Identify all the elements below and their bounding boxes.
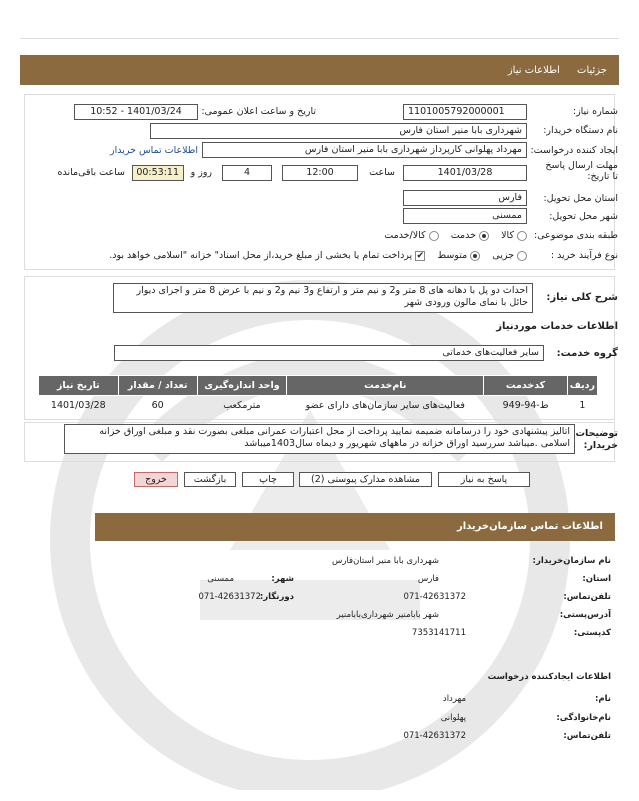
remaining-time-field[interactable]: 00:53:11 [132, 165, 184, 181]
buyer-label: نام دستگاه خریدار: [543, 125, 618, 136]
contact-header: اطلاعات تماس سازمان‌خریدار [95, 513, 615, 541]
process-label: نوع فرآیند خرید : [550, 250, 618, 261]
announce-label: تاریخ و ساعت اعلان عمومی: [201, 106, 316, 117]
address-label: آدرس‌پستی: [559, 610, 611, 620]
treasury-payment-label: پرداخت تمام یا بخشی از مبلغ خرید،از محل اسناد" خزانه "اسلامی خواهد بود. [109, 250, 413, 261]
process-partial-radio[interactable] [517, 251, 527, 261]
reply-button[interactable]: پاسخ به نیاز [438, 472, 530, 487]
service-group-label: گروه خدمت: [556, 348, 618, 359]
need-number-label: شماره نیاز: [572, 106, 618, 117]
services-title: اطلاعات خدمات موردنیاز [496, 321, 618, 332]
days-remaining-field[interactable]: 4 [222, 165, 272, 181]
process-medium-label: متوسط [437, 250, 468, 261]
days-label: روز و [190, 167, 212, 178]
page-header [20, 55, 619, 85]
contact-fax-value: 071-42631372 [198, 592, 261, 602]
buyer-contact-link[interactable]: اطلاعات تماس خریدار [109, 145, 198, 156]
process-radios [109, 250, 527, 261]
back-button[interactable]: بازگشت [184, 472, 236, 487]
deadline-date-field[interactable]: 1401/03/28 [403, 165, 527, 181]
contact-province-label: استان: [582, 574, 611, 584]
category-radios [384, 230, 527, 241]
province-label: استان محل تحویل: [543, 193, 618, 204]
table-row [39, 396, 598, 416]
deadline-time-field[interactable]: 12:00 [282, 165, 358, 181]
summary-text: احداث دو پل با دهانه های 8 متر و2 و نیم متر و ارتفاع و3 نیم و2 و نیم با عرض 8 متر و اجرای دیوار حائل با نمای مالون ورودی شهر [113, 283, 533, 313]
announce-field[interactable]: 1401/03/24 - 10:52 [74, 104, 198, 120]
service-group-field[interactable]: سایر فعالیت‌های خدماتی [114, 345, 544, 361]
buyer-field[interactable]: شهرداری بابا منیر استان فارس [150, 123, 527, 139]
category-service-label: خدمت [450, 230, 476, 241]
city-field[interactable]: ممسنی [403, 208, 527, 224]
cell-service-name: فعالیت‌های سایر سازمان‌های دارای عضو [305, 400, 465, 411]
services-table-header [39, 376, 598, 396]
col-quantity: تعداد / مقدار [118, 376, 197, 396]
breadcrumb-need-info: اطلاعات نیاز [507, 65, 560, 76]
col-service-name: نام‌خدمت [287, 376, 484, 396]
contact-city-value: ممسنی [207, 574, 234, 584]
col-row: ردیف [567, 376, 597, 396]
top-divider [20, 38, 619, 39]
city-label: شهر محل تحویل: [549, 211, 618, 222]
postal-code-value: 7353141711 [411, 628, 466, 638]
process-partial-label: جزیی [492, 250, 514, 261]
contact-city-label: شهر: [271, 574, 294, 584]
contact-fax-label: دورنگار: [259, 592, 294, 602]
notes-label: توضیحات خریدار: [575, 428, 618, 451]
address-value: شهر بابامنیر شهرداری‌بابامنیر [336, 610, 439, 620]
deadline-time-label: ساعت [369, 167, 395, 178]
breadcrumb-details[interactable]: جزئیات [577, 65, 607, 76]
cell-code: ط-94-949 [502, 400, 549, 411]
need-info-panel [24, 94, 615, 270]
cell-unit: مترمکعب [223, 400, 261, 411]
services-table [38, 375, 598, 415]
postal-code-label: کدپستی: [573, 628, 611, 638]
contact-phone-label: تلفن‌تماس: [563, 592, 611, 602]
attachments-button[interactable]: مشاهده مدارک پیوستی (2) [299, 472, 432, 487]
notes-text: اتالیز پیشنهادی خود را درسامانه ضمیمه نمایید پرداخت از محل اعتبارات عمرانی مبلغی بصورت نقد و مبلغی اوراق خزانه اسلامی .میباشد سررسید اوراق خزانه در ماههای شهریور و دیماه سال1403میباشد [64, 424, 575, 454]
last-name-label: نام‌خانوادگی: [556, 713, 611, 723]
last-name-value: پهلوانی [440, 713, 466, 723]
contact-phone-value: 071-42631372 [403, 592, 466, 602]
creator-label: ایجاد کننده درخواست: [530, 145, 618, 156]
category-goods-label: کالا [501, 230, 514, 241]
org-name-value: شهرداری بابا منیر استان‌فارس [331, 556, 439, 566]
category-goods-radio[interactable] [517, 231, 527, 241]
summary-label: شرح کلی نیاز: [546, 292, 618, 303]
print-button[interactable]: چاپ [242, 472, 294, 487]
creator-field[interactable]: مهرداد پهلوانی کارپرداز شهرداری بابا منیر استان فارس [202, 142, 527, 158]
deadline-label: مهلت ارسال پاسخ تا تاریخ: [545, 160, 618, 182]
col-need-date: تاریخ نیاز [39, 376, 119, 396]
need-number-field[interactable]: 1101005792000001 [403, 104, 527, 120]
cell-quantity: 60 [151, 400, 164, 411]
creator-phone-value: 071-42631372 [403, 731, 466, 741]
category-label: طبقه بندی موضوعی: [533, 230, 618, 241]
first-name-value: مهرداد [442, 694, 466, 704]
contact-province-value: فارس [417, 574, 439, 584]
process-medium-radio[interactable] [470, 251, 480, 261]
category-both-label: کالا/خدمت [384, 230, 426, 241]
col-code: کدخدمت [484, 376, 567, 396]
creator-info-title: اطلاعات ایجاد‌کننده درخواست [487, 672, 611, 682]
treasury-payment-checkbox[interactable]: ✔ [416, 250, 424, 261]
col-unit: واحد اندازه‌گیری [197, 376, 286, 396]
cell-need-date: 1401/03/28 [50, 400, 106, 411]
remaining-label: ساعت باقی‌مانده [57, 167, 125, 178]
cell-row: 1 [579, 400, 586, 411]
category-service-radio[interactable] [479, 231, 489, 241]
org-name-label: نام سازمان‌خریدار: [532, 556, 611, 566]
first-name-label: نام: [594, 694, 611, 704]
creator-phone-label: تلفن‌تماس: [563, 731, 611, 741]
category-both-radio[interactable] [429, 231, 439, 241]
province-field[interactable]: فارس [403, 190, 527, 206]
exit-button[interactable]: خروج [134, 472, 178, 487]
